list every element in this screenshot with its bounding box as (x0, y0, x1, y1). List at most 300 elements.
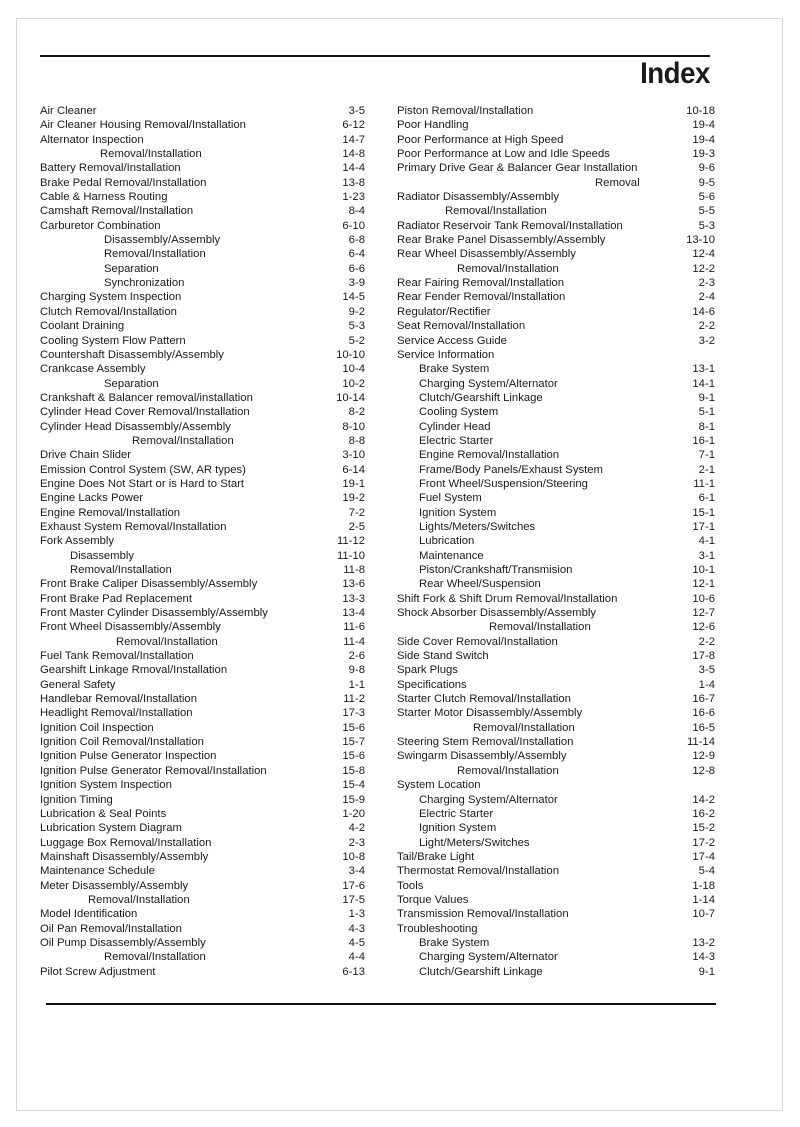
index-entry (397, 663, 715, 677)
entry-page-number: 2-3 (348, 836, 365, 849)
index-entry (397, 420, 715, 434)
entry-label: Exhaust System Removal/Installation (40, 520, 227, 533)
entry-page-number: 14-2 (692, 793, 715, 806)
index-entry (40, 592, 365, 606)
index-entry (40, 520, 365, 534)
index-entry (397, 749, 715, 763)
index-entry (40, 950, 365, 964)
entry-label: Crankshaft & Balancer removal/installation (40, 391, 253, 404)
entry-label: Gearshift Linkage Rmoval/Installation (40, 664, 228, 677)
entry-label: Brake System (419, 363, 490, 376)
entry-label: Removal/Installation (489, 621, 591, 634)
entry-label: Front Brake Pad Replacement (40, 592, 192, 605)
entry-label: Fuel Tank Removal/Installation (40, 650, 194, 663)
entry-page-number: 11-4 (343, 635, 365, 648)
index-entry (397, 721, 715, 735)
index-entry (397, 434, 715, 448)
entry-label: Cooling System Flow Pattern (40, 334, 186, 347)
entry-page-number: 14-5 (342, 291, 365, 304)
index-entry (397, 950, 715, 964)
entry-page-number: 5-3 (698, 219, 715, 232)
entry-page-number: 1-1 (348, 678, 365, 691)
entry-label: Radiator Reservoir Tank Removal/Installation (397, 219, 623, 232)
index-entry (397, 491, 715, 505)
entry-page-number: 2-3 (698, 277, 715, 290)
entry-label: Cooling System (419, 406, 499, 419)
index-entry (397, 577, 715, 591)
index-entry (40, 448, 365, 462)
entry-page-number: 4-1 (698, 535, 715, 548)
index-entry (40, 549, 365, 563)
entry-page-number: 2-2 (698, 320, 715, 333)
index-entry (40, 420, 365, 434)
index-entry (397, 118, 715, 132)
index-entry (397, 563, 715, 577)
index-entry (40, 233, 365, 247)
index-entry (397, 965, 715, 979)
entry-label: Engine Removal/Installation (40, 506, 181, 519)
entry-label: Clutch/Gearshift Linkage (419, 391, 543, 404)
entry-label: Removal/Installation (70, 564, 172, 576)
entry-label: Removal/Installation (473, 721, 575, 734)
entry-label: Poor Performance at Low and Idle Speeds (397, 148, 610, 161)
entry-page-number: 6-10 (342, 219, 365, 232)
entry-page-number: 9-1 (698, 965, 715, 978)
index-entry (397, 247, 715, 261)
index-entry (40, 649, 365, 663)
entry-page-number: 6-1 (698, 492, 715, 505)
entry-label: Removal/Installation (88, 893, 190, 906)
entry-label: Rear Wheel/Suspension (419, 578, 541, 591)
index-entry (397, 161, 715, 175)
entry-label: Charging System/Alternator (419, 377, 558, 390)
entry-page-number: 14-3 (692, 951, 715, 964)
index-entry (40, 821, 365, 835)
entry-page-number: 3-4 (348, 865, 365, 878)
index-entry (397, 104, 715, 118)
index-column-right (397, 104, 715, 979)
entry-label: Front Wheel/Suspension/Steering (419, 477, 588, 490)
entry-label: Engine Removal/Installation (419, 449, 560, 462)
index-entry (397, 850, 715, 864)
entry-page-number: 6-14 (342, 463, 365, 476)
entry-page-number: 10-14 (336, 391, 365, 404)
entry-label: Clutch Removal/Installation (40, 305, 177, 318)
entry-page-number: 7-1 (698, 449, 715, 462)
index-entry (397, 936, 715, 950)
index-entry (397, 635, 715, 649)
index-entry (40, 463, 365, 477)
entry-page-number: 15-4 (342, 779, 365, 792)
index-entry (40, 749, 365, 763)
entry-label: Electric Starter (419, 434, 494, 447)
entry-label: Ignition System Inspection (40, 779, 172, 792)
index-entry (397, 649, 715, 663)
index-entry (40, 405, 365, 419)
index-entry (40, 204, 365, 218)
entry-label: Coolant Draining (40, 320, 125, 333)
entry-label: Ignition Pulse Generator Inspection (40, 750, 217, 763)
entry-page-number: 4-3 (348, 922, 365, 935)
index-entry (40, 922, 365, 936)
entry-page-number: 15-9 (342, 793, 365, 806)
entry-page-number: 14-4 (342, 162, 365, 175)
entry-label: Ignition System (419, 506, 497, 519)
entry-page-number: 19-2 (342, 492, 365, 505)
index-entry (40, 247, 365, 261)
index-entry (397, 334, 715, 348)
entry-page-number: 12-1 (692, 578, 715, 591)
index-entry (40, 118, 365, 132)
entry-page-number: 13-6 (342, 578, 365, 591)
entry-label: Ignition Timing (40, 793, 113, 806)
entry-page-number: 2-4 (698, 291, 715, 304)
entry-label: Service Access Guide (397, 334, 507, 347)
entry-page-number: 9-5 (698, 176, 715, 189)
entry-label: Frame/Body Panels/Exhaust System (419, 463, 603, 476)
entry-page-number: 10-1 (692, 564, 715, 576)
entry-page-number: 15-6 (342, 750, 365, 763)
entry-page-number: 10-8 (342, 850, 365, 863)
index-entry (397, 448, 715, 462)
entry-page-number: 14-1 (692, 377, 715, 390)
entry-page-number: 3-9 (348, 277, 365, 290)
index-entry (40, 577, 365, 591)
index-entry (40, 706, 365, 720)
entry-label: Countershaft Disassembly/Assembly (40, 348, 224, 361)
entry-label: Luggage Box Removal/Installation (40, 836, 212, 849)
index-entry (40, 161, 365, 175)
entry-label: Specifications (397, 678, 467, 691)
entry-page-number: 14-6 (692, 305, 715, 318)
entry-page-number: 10-7 (692, 908, 715, 921)
entry-page-number: 9-8 (348, 664, 365, 677)
index-entry (397, 764, 715, 778)
entry-label: Engine Lacks Power (40, 492, 143, 505)
index-entry (40, 965, 365, 979)
entry-label: Front Master Cylinder Disassembly/Assembly (40, 607, 268, 620)
entry-label: Model Identification (40, 908, 138, 921)
entry-page-number: 11-12 (336, 535, 365, 548)
entry-page-number: 10-2 (342, 377, 365, 390)
entry-page-number: 2-5 (348, 520, 365, 533)
entry-label: Brake System (419, 936, 490, 949)
entry-label: Shift Fork & Shift Drum Removal/Installation (397, 592, 618, 605)
index-entry (397, 922, 715, 936)
index-entry (397, 879, 715, 893)
entry-label: Air Cleaner Housing Removal/Installation (40, 119, 246, 132)
entry-page-number: 17-5 (342, 893, 365, 906)
entry-label: Pilot Screw Adjustment (40, 965, 156, 978)
entry-page-number: 6-13 (342, 965, 365, 978)
index-entry (40, 104, 365, 118)
entry-label: Alternator Inspection (40, 133, 144, 146)
entry-page-number: 5-2 (348, 334, 365, 347)
entry-label: Poor Performance at High Speed (397, 133, 564, 146)
index-entry (397, 190, 715, 204)
index-entry (40, 305, 365, 319)
entry-label: Regulator/Rectifier (397, 305, 491, 318)
index-entry (40, 262, 365, 276)
entry-page-number: 5-1 (698, 406, 715, 419)
entry-label: Tail/Brake Light (397, 850, 475, 863)
index-entry (40, 635, 365, 649)
entry-label: Camshaft Removal/Installation (40, 205, 194, 218)
entry-page-number: 12-9 (692, 750, 715, 763)
entry-page-number: 3-10 (342, 449, 365, 462)
entry-page-number: 4-2 (348, 822, 365, 835)
index-entry (397, 692, 715, 706)
entry-page-number: 3-5 (698, 664, 715, 677)
index-entry (40, 606, 365, 620)
index-entry (397, 319, 715, 333)
entry-page-number: 10-4 (342, 363, 365, 376)
entry-label: Starter Motor Disassembly/Assembly (397, 707, 583, 720)
entry-page-number: 17-3 (342, 707, 365, 720)
entry-label: Removal/Installation (132, 434, 234, 447)
entry-page-number: 6-12 (342, 119, 365, 132)
index-entry (397, 506, 715, 520)
entry-page-number: 11-8 (343, 564, 365, 576)
index-entry (397, 348, 715, 362)
entry-label: Front Brake Caliper Disassembly/Assembly (40, 578, 258, 591)
entry-label: Disassembly (70, 549, 135, 562)
entry-label: Troubleshooting (397, 922, 478, 935)
entry-label: Lubrication & Seal Points (40, 807, 167, 820)
entry-label: Removal/Installation (457, 764, 559, 777)
entry-page-number: 1-18 (692, 879, 715, 892)
index-entry (40, 864, 365, 878)
entry-page-number: 16-2 (692, 807, 715, 820)
index-entry (397, 893, 715, 907)
entry-page-number: 9-1 (698, 391, 715, 404)
entry-label: Thermostat Removal/Installation (397, 865, 559, 878)
entry-label: Torque Values (397, 893, 469, 906)
entry-page-number: 11-6 (343, 621, 365, 634)
entry-label: Starter Clutch Removal/Installation (397, 693, 571, 706)
index-entry (397, 133, 715, 147)
index-entry (397, 864, 715, 878)
entry-page-number: 1-23 (342, 191, 365, 204)
entry-label: General Safety (40, 678, 116, 691)
index-entry (397, 821, 715, 835)
entry-page-number: 16-6 (692, 707, 715, 720)
entry-label: Drive Chain Slider (40, 449, 132, 462)
entry-page-number: 12-4 (692, 248, 715, 261)
entry-label: Handlebar Removal/Installation (40, 693, 197, 706)
entry-page-number: 10-6 (692, 592, 715, 605)
entry-label: Electric Starter (419, 807, 494, 820)
entry-label: Maintenance (419, 549, 484, 562)
entry-page-number: 5-4 (698, 865, 715, 878)
entry-page-number: 6-8 (348, 234, 365, 247)
entry-label: Fuel System (419, 492, 482, 505)
index-entry (40, 735, 365, 749)
bottom-rule (46, 1003, 716, 1005)
entry-label: Removal/Installation (457, 262, 559, 275)
index-entry (40, 836, 365, 850)
entry-page-number: 5-3 (348, 320, 365, 333)
entry-label: Carburetor Combination (40, 219, 161, 232)
entry-label: Piston Removal/Installation (397, 105, 534, 117)
index-entry (40, 936, 365, 950)
entry-page-number: 17-4 (692, 850, 715, 863)
entry-label: Lights/Meters/Switches (419, 520, 536, 533)
entry-label: Charging System Inspection (40, 291, 182, 304)
entry-page-number: 13-3 (342, 592, 365, 605)
index-entry (397, 549, 715, 563)
entry-page-number: 3-1 (698, 549, 715, 562)
entry-label: Cable & Harness Routing (40, 191, 168, 204)
entry-label: Headlight Removal/Installation (40, 707, 193, 720)
entry-page-number: 15-2 (692, 822, 715, 835)
entry-label: Cylinder Head (419, 420, 491, 433)
entry-label: Transmission Removal/Installation (397, 908, 569, 921)
entry-page-number: 5-5 (698, 205, 715, 218)
index-entry (40, 219, 365, 233)
entry-label: Radiator Disassembly/Assembly (397, 191, 559, 204)
page-title: Index (640, 57, 710, 90)
entry-label: Rear Fairing Removal/Installation (397, 277, 565, 290)
entry-page-number: 13-1 (692, 363, 715, 376)
entry-label: Side Cover Removal/Installation (397, 635, 558, 648)
entry-page-number: 11-2 (343, 693, 365, 706)
entry-page-number: 1-4 (698, 678, 715, 691)
entry-page-number: 12-2 (692, 262, 715, 275)
index-entry (40, 721, 365, 735)
entry-page-number: 6-6 (348, 262, 365, 275)
entry-label: Removal (595, 176, 640, 189)
index-entry (397, 793, 715, 807)
entry-page-number: 8-10 (342, 420, 365, 433)
index-entry (397, 836, 715, 850)
top-rule (40, 55, 710, 57)
index-entry (397, 276, 715, 290)
entry-label: Fork Assembly (40, 535, 115, 548)
entry-page-number: 8-4 (348, 205, 365, 218)
entry-page-number: 1-20 (342, 807, 365, 820)
entry-label: Engine Does Not Start or is Hard to Start (40, 477, 245, 490)
index-entry (40, 563, 365, 577)
index-entry (40, 534, 365, 548)
entry-label: Ignition Pulse Generator Removal/Installation (40, 764, 267, 777)
entry-page-number: 19-4 (692, 119, 715, 132)
index-entry (397, 907, 715, 921)
entry-label: Charging System/Alternator (419, 951, 558, 964)
index-entry (40, 362, 365, 376)
entry-page-number: 15-7 (342, 736, 365, 749)
index-entry (40, 907, 365, 921)
entry-label: Removal/Installation (116, 635, 218, 648)
entry-page-number: 7-2 (348, 506, 365, 519)
index-entry (40, 692, 365, 706)
entry-page-number: 10-18 (686, 105, 715, 117)
entry-page-number: 6-4 (348, 248, 365, 261)
index-entry (40, 663, 365, 677)
entry-page-number: 17-8 (692, 650, 715, 663)
index-entry (397, 305, 715, 319)
index-entry (40, 793, 365, 807)
entry-label: Lubrication (419, 535, 475, 548)
entry-label: Meter Disassembly/Assembly (40, 879, 189, 892)
entry-label: Front Wheel Disassembly/Assembly (40, 621, 221, 634)
entry-label: Ignition Coil Inspection (40, 721, 154, 734)
index-entry (397, 377, 715, 391)
entry-label: Steering Stem Removal/Installation (397, 736, 574, 749)
index-entry (40, 391, 365, 405)
entry-label: Poor Handling (397, 119, 469, 132)
index-entry (397, 606, 715, 620)
entry-label: Synchronization (104, 277, 185, 290)
entry-label: Light/Meters/Switches (419, 836, 530, 849)
index-entry (397, 520, 715, 534)
entry-label: Spark Plugs (397, 664, 458, 677)
index-entry (397, 405, 715, 419)
entry-page-number: 2-1 (698, 463, 715, 476)
index-entry (397, 176, 715, 190)
entry-page-number: 17-2 (692, 836, 715, 849)
index-entry (397, 807, 715, 821)
entry-page-number: 13-2 (692, 936, 715, 949)
entry-label: Piston/Crankshaft/Transmision (419, 564, 573, 576)
index-entry (40, 879, 365, 893)
index-entry (397, 592, 715, 606)
entry-label: Crankcase Assembly (40, 363, 146, 376)
index-entry (40, 477, 365, 491)
entry-page-number: 14-8 (342, 148, 365, 161)
entry-page-number: 11-10 (336, 549, 365, 562)
entry-page-number: 12-7 (692, 607, 715, 620)
entry-label: Separation (104, 262, 159, 275)
entry-page-number: 15-6 (342, 721, 365, 734)
entry-page-number: 1-3 (348, 908, 365, 921)
index-entry (397, 778, 715, 792)
entry-page-number: 19-3 (692, 148, 715, 161)
entry-label: Separation (104, 377, 159, 390)
entry-label: Rear Fender Removal/Installation (397, 291, 566, 304)
entry-page-number: 8-2 (348, 406, 365, 419)
entry-page-number: 16-7 (692, 693, 715, 706)
entry-label: Disassembly/Assembly (104, 234, 221, 247)
entry-label: Removal/Installation (100, 148, 202, 161)
entry-label: Seat Removal/Installation (397, 320, 526, 333)
entry-label: Removal/Installation (445, 205, 547, 218)
index-entry (397, 678, 715, 692)
index-entry (40, 147, 365, 161)
index-entry (40, 176, 365, 190)
entry-page-number: 5-6 (698, 191, 715, 204)
entry-page-number: 12-8 (692, 764, 715, 777)
index-entry (397, 706, 715, 720)
entry-label: Maintenance Schedule (40, 865, 155, 878)
entry-page-number: 13-8 (342, 176, 365, 189)
entry-page-number: 2-6 (348, 650, 365, 663)
index-entry (40, 133, 365, 147)
entry-label: System Location (397, 779, 481, 792)
entry-label: Mainshaft Disassembly/Assembly (40, 850, 209, 863)
index-entry (40, 893, 365, 907)
index-entry (40, 319, 365, 333)
entry-label: Brake Pedal Removal/Installation (40, 176, 207, 189)
entry-page-number: 15-1 (692, 506, 715, 519)
entry-page-number: 3-2 (698, 334, 715, 347)
entry-label: Oil Pan Removal/Installation (40, 922, 182, 935)
entry-page-number: 14-7 (342, 133, 365, 146)
entry-page-number: 9-2 (348, 305, 365, 318)
entry-page-number: 19-1 (342, 477, 365, 490)
index-entry (40, 850, 365, 864)
entry-label: Removal/Installation (104, 951, 206, 964)
